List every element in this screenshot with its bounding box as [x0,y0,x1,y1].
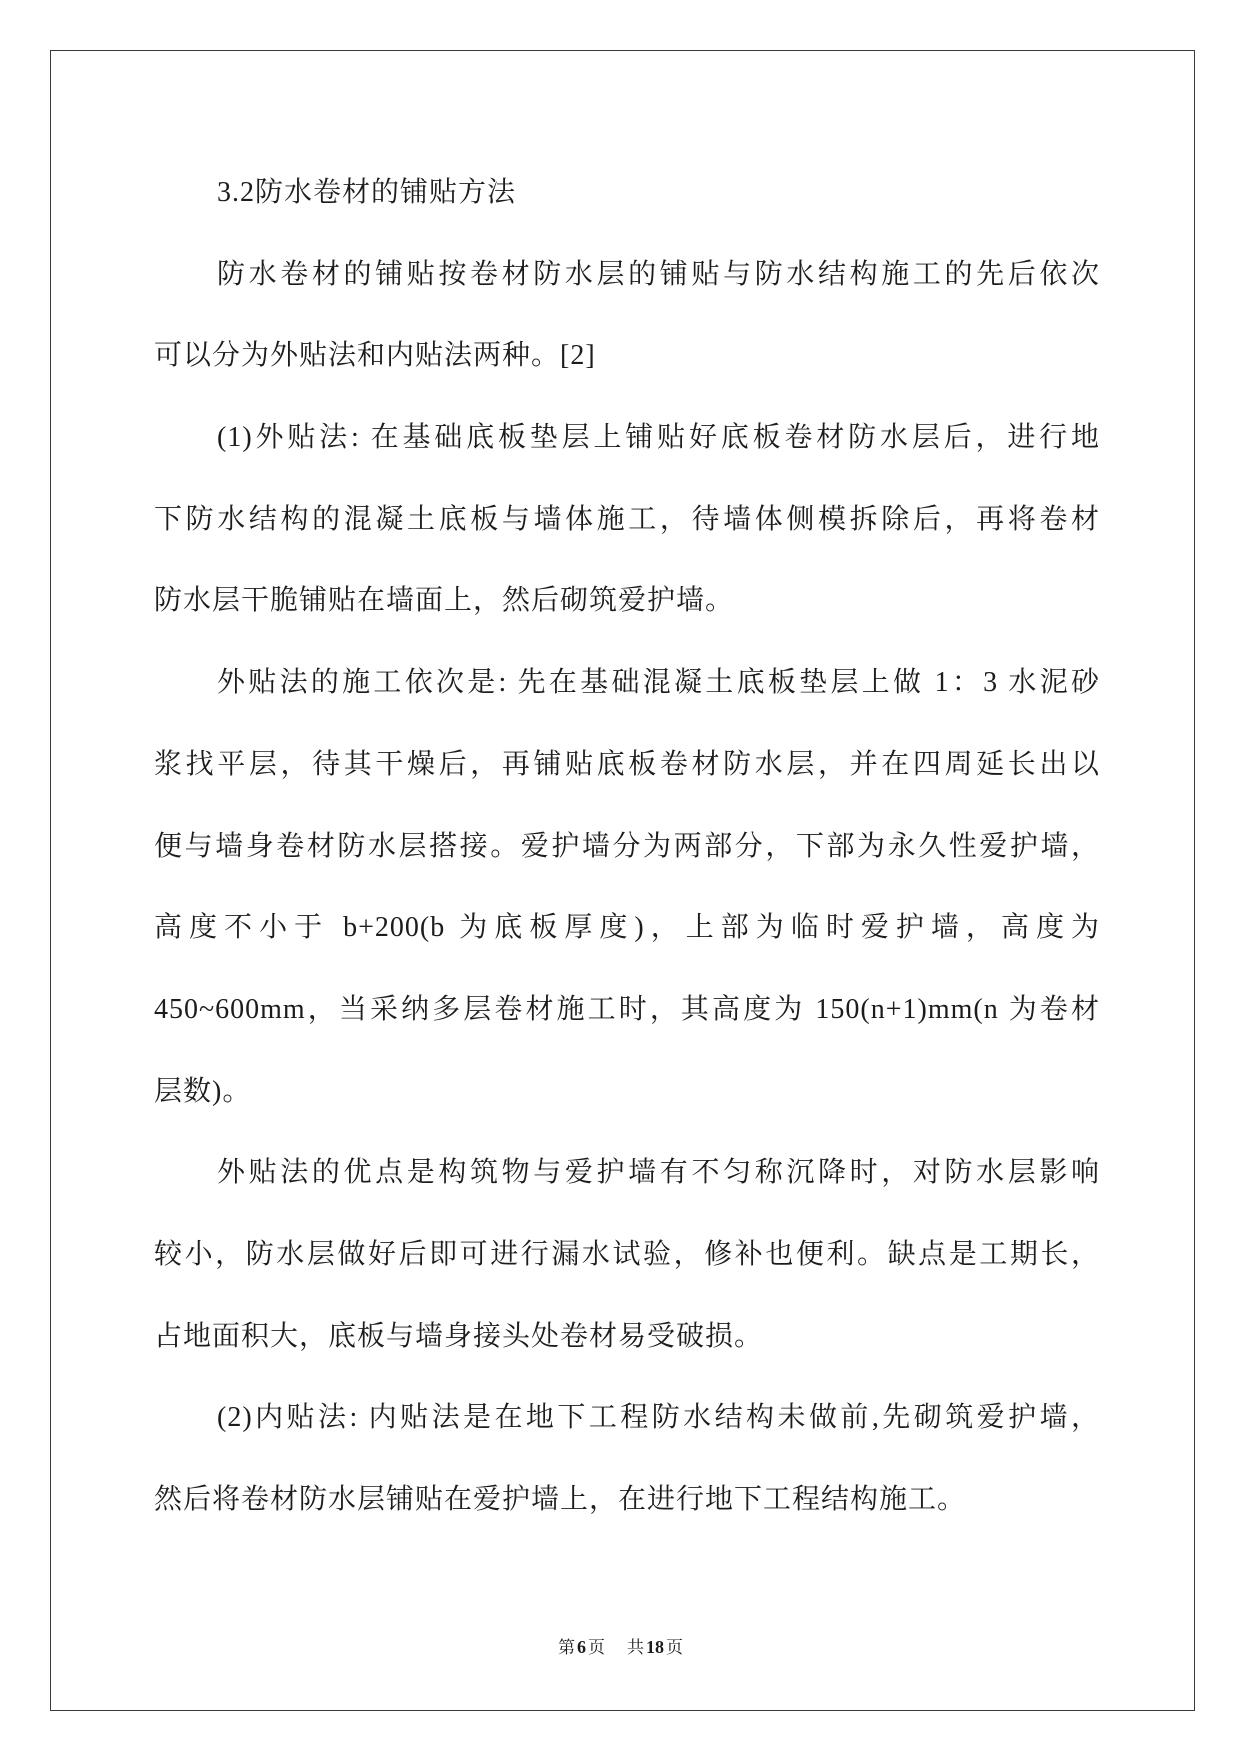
paragraph-line: 较小，防水层做好后即可进行漏水试验，修补也便利。缺点是工期长， [154,1238,1100,1270]
paragraph-line: (1)外贴法: 在基础底板垫层上铺贴好底板卷材防水层后，进行地 [217,422,1100,454]
document-body [154,152,1100,1541]
paragraph [154,642,1100,1132]
paragraph-line: 高度不小于 b+200(b 为底板厚度)，上部为临时爱护墙，高度为 [154,912,1100,944]
page-number: 6 [577,1637,586,1657]
paragraph [154,234,1100,397]
section-heading: 3.2防水卷材的铺贴方法 [217,177,517,208]
paragraph-line: 层数)。 [154,1075,252,1107]
paragraph-line: 可以分为外贴法和内贴法两种。[2] [154,340,596,372]
total-suffix: 页 [666,1638,683,1657]
page-suffix: 页 [588,1638,605,1657]
paragraph-line: 防水卷材的铺贴按卷材防水层的铺贴与防水结构施工的先后依次 [217,258,1100,290]
page-prefix: 第 [558,1638,575,1657]
paragraph-line: 便与墙身卷材防水层搭接。爱护墙分为两部分，下部为永久性爱护墙， [154,830,1100,862]
paragraph [154,397,1100,642]
paragraph-line: 外贴法的施工依次是: 先在基础混凝土底板垫层上做 1：3 水泥砂 [217,667,1100,699]
paragraph-line: 然后将卷材防水层铺贴在爱护墙上，在进行地下工程结构施工。 [154,1484,967,1515]
paragraph-line: 防水层干脆铺贴在墙面上，然后砌筑爱护墙。 [154,585,735,617]
total-prefix: 共 [627,1638,644,1657]
paragraph-line: (2)内贴法: 内贴法是在地下工程防水结构未做前,先砌筑爱护墙， [217,1402,1100,1434]
paragraph-line: 外贴法的优点是构筑物与爱护墙有不匀称沉降时，对防水层影响 [217,1157,1100,1189]
paragraph-line: 下防水结构的混凝土底板与墙体施工，待墙体侧模拆除后，再将卷材 [154,503,1100,535]
paragraph-line: 450~600mm，当采纳多层卷材施工时，其高度为 150(n+1)mm(n 为卷材 [154,993,1100,1025]
page-footer [0,1634,1241,1661]
paragraph [154,1377,1100,1540]
paragraph-line: 浆找平层，待其干燥后，再铺贴底板卷材防水层，并在四周延长出以 [154,748,1100,780]
paragraph [154,1132,1100,1377]
total-pages: 18 [646,1637,664,1657]
total-pages-label [627,1638,683,1657]
page-number-label [558,1638,605,1657]
paragraph-line: 占地面积大，底板与墙身接头处卷材易受破损。 [154,1320,764,1352]
